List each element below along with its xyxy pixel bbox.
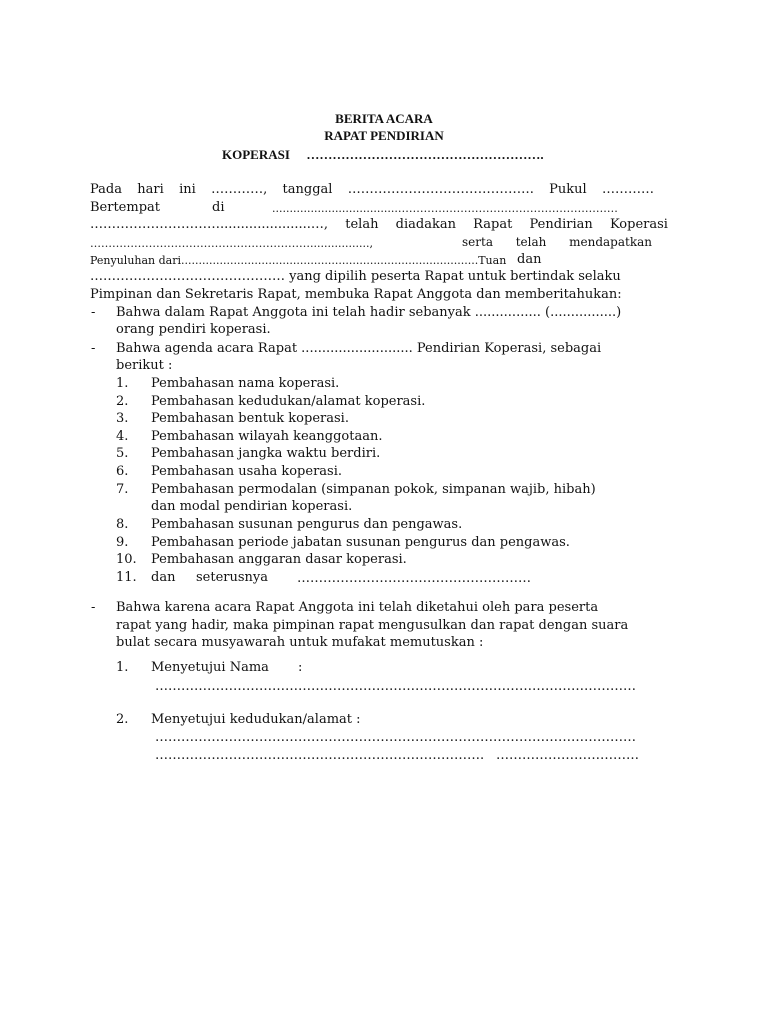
agenda-item-continued: dan modal pendirian koperasi. [151,499,353,514]
agenda-number: 9. [116,535,129,550]
address-blank-2b: …………………………… [496,748,639,763]
agenda-number: 10. [116,552,137,567]
text-word: mendapatkan [569,235,652,249]
agenda-number: 1. [116,376,129,391]
bullet-dash: - [91,600,96,615]
opening-line-7: Pimpinan dan Sekretaris Rapat, membuka Rapat Anggota dan memberitahukan: [90,287,622,302]
resolution-label: Menyetujui kedudukan/alamat : [151,712,361,727]
opening-line-5-dan: dan [517,252,542,267]
agenda-number: 3. [116,411,129,426]
text-word: hari [137,182,164,197]
opening-line-6: ……………………………………… yang dipilih peserta Rapat untuk bertindak selaku [90,269,621,284]
text-word: telah [515,235,547,249]
agenda-number: 7. [116,482,129,497]
text-word: Rapat [473,217,513,232]
resolution-number: 1. [116,660,129,675]
resolution-label: Menyetujui Nama [151,660,269,675]
name-blank: ………………………………………………………………………………………………… [155,679,636,694]
day-blank: …………, [211,182,268,197]
decision-line: bulat secara musyawarah untuk mufakat memutuskan : [116,635,484,650]
koperasi-label: KOPERASI [222,147,290,162]
agenda-item: Pembahasan susunan pengurus dan pengawas. [151,517,463,532]
agenda-item: Pembahasan permodalan (simpanan pokok, simpanan wajib, hibah) [151,482,596,497]
resolution-colon: : [298,660,303,675]
address-blank: ………………………………………………………………………………………………… [155,730,636,745]
agenda-item: Pembahasan bentuk koperasi. [151,411,349,426]
agenda-number: 2. [116,394,129,409]
doc-title: BERITA ACARA [335,111,433,126]
agenda-item-blank: ……………………………………………… [297,571,531,586]
date-blank: ……………………………………. [347,182,534,197]
instructor-blank: Penyuluhan dari..................................................................................... [90,254,479,267]
agenda-item: Pembahasan wilayah keanggotaan. [151,429,383,444]
koperasi-heading [222,146,544,163]
text-word: serta [462,235,493,249]
decision-line: rapat yang hadir, maka pimpinan rapat mengusulkan dan rapat dengan suara [116,618,629,633]
agenda-intro-line: Bahwa agenda acara Rapat ........................... Pendirian Koperasi, sebagai [116,341,602,356]
opening-line-4 [462,234,652,251]
text-word: Pendirian [529,217,593,232]
agenda-item: Pembahasan nama koperasi. [151,376,340,391]
agenda-item: dan [151,570,176,585]
opening-line-3 [90,216,668,233]
opening-line-2 [90,199,160,216]
address-blank-2a: …………………………………………………………………. [155,748,485,763]
agenda-item: Pembahasan jangka waktu berdiri. [151,446,381,461]
agenda-item: Pembahasan usaha koperasi. [151,464,343,479]
location-blank-2: …………………………......................…, [90,217,329,232]
text-word: ini [179,182,196,197]
text-word: Bertempat [90,200,161,215]
agenda-number: 8. [116,517,129,532]
agenda-item: Pembahasan kedudukan/alamat koperasi. [151,394,426,409]
decision-line: Bahwa karena acara Rapat Anggota ini telah diketahui oleh para peserta [116,600,599,615]
agenda-number: 5. [116,446,129,461]
agenda-item: Pembahasan periode jabatan susunan pengurus dan pengawas. [151,535,570,550]
text-word: telah [345,217,379,232]
opening-line-2-di: di [212,200,225,215]
opening-line-5 [90,252,506,269]
bullet-dash: - [91,341,96,356]
text-word: Pada [90,182,122,197]
bullet-dash: - [91,305,96,320]
text-word: Tuan [478,254,507,267]
resolution-number: 2. [116,712,129,727]
agenda-number: 11. [116,570,137,585]
text-word: Koperasi [609,217,668,232]
agenda-number: 6. [116,464,129,479]
time-blank: ………… [602,182,654,197]
agenda-item: seterusnya [196,570,269,585]
doc-subtitle: RAPAT PENDIRIAN [324,128,444,143]
opening-line-1 [90,181,654,198]
koperasi-name-blank: ………………………………………………. [306,147,544,162]
agenda-item: Pembahasan anggaran dasar koperasi. [151,552,407,567]
opening-line-4-blank: ……………………………………………………................., [90,237,373,250]
agenda-number: 4. [116,429,129,444]
text-word: Pukul [549,182,587,197]
text-word: tanggal [282,182,333,197]
attendance-line: Bahwa dalam Rapat Anggota ini telah hadir sebanyak ................ (................) [116,305,622,320]
text-word: diadakan [395,217,456,232]
location-blank: ....................................…………………………………………………… [272,202,618,215]
agenda-intro-line-2: berikut : [116,358,173,373]
attendance-line-2: orang pendiri koperasi. [116,322,271,337]
